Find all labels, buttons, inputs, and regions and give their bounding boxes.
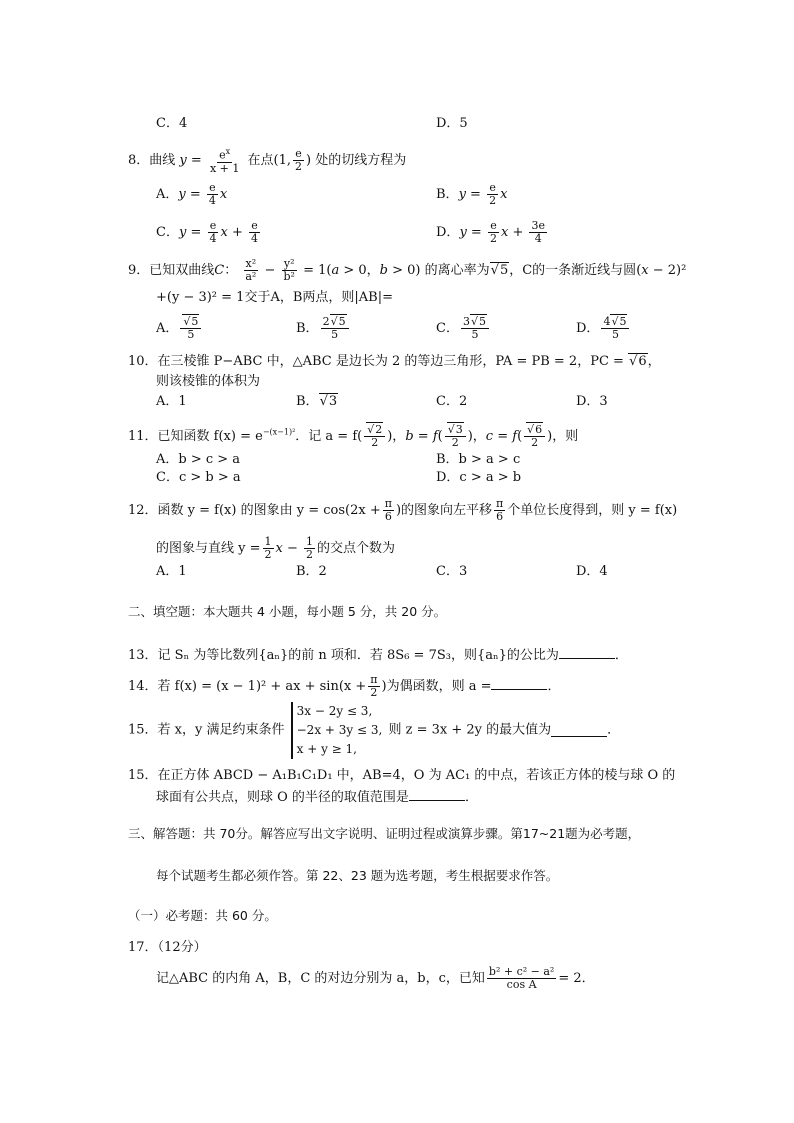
q10-line1: 10．在三棱锥 P−ABC 中，△ABC 是边长为 2 的等边三角形，PA = PB = 2，PC = √ 6， [128,354,661,370]
q10-option-a: A．1 [156,394,187,409]
q9-stem: 9．已知双曲线C： $\frac{\text{x²}}{\text{a²}}$ − $\frac{\text{y²}}{\text{b²}}$ = 1(a > 0，b > 0) 的离心率为√ 5，C的一条渐近线与圆(x − 2)² [128,258,686,283]
q8-option-a: A．y = $\frac{e}{4}$ x [156,181,228,207]
q10-line2: 则该棱锥的体积为 [156,374,261,389]
q9-option-a: A． √ $\frac{5}{5}$ [156,316,203,341]
q13-answer-blank[interactable] [559,646,615,659]
q8-stem: 8．曲线 y = $\frac{e^x}{x + 1}$ 在点(1, $\frac{e}{2}$ ) 处的切线方程为 [128,146,407,175]
part-1-heading: （一）必考题：共 60 分。 [128,908,277,923]
q8-stem-b: 在点 [247,152,274,168]
q13: 13．记 Sₙ 为等比数列{aₙ}的前 n 项和．若 8S₆ = 7S₃，则{aₙ}的公比为 ． [128,648,628,663]
q12-option-b: B．2 [296,564,327,579]
q8-option-c: C．y = $\frac{e}{4}$ x + $\frac{e}{4}$ [156,219,258,245]
q9-line2: +(y − 3)² = 1交于A，B两点，则|AB|= [156,290,393,305]
q17-stem: 记△ABC 的内角 A，B，C 的对边分别为 a，b，c，已知 $\frac{\text{b² + c² − a²}}{\text{cos A}}$ = 2． [156,965,595,991]
q11-exponent: −(x−1)² [262,427,296,437]
q12-line1: 12．函数 y = f(x) 的图象由 y = cos(2x + $\frac{\pi}{6}$ )的图象向左平移 $\frac{\pi}{6}$ 个单位长度得到，则 y = f(x) [128,497,678,523]
q12-option-a: A．1 [156,564,187,579]
q15a: 15．若 x，y 满足约束条件 3x − 2y ≤ 3, −2x + 3y ≤ 3, x + y ≥ 1, 则 z = 3x + 2y 的最大值为 ． [128,702,620,759]
q15b-answer-blank[interactable] [409,788,465,801]
q14: 14．若 f(x) = (x − 1)² + ax + sin(x + $\frac{\pi}{2}$ )为偶函数，则 a = ． [128,673,561,699]
q9-option-d: D． $\frac{4√ 5}{5}$ [576,316,631,341]
section-3-heading: 三、解答题：共 70分。解答应写出文字说明、证明过程或演算步骤。第17~21题为必考题， [128,826,641,841]
q7-option-d: D．5 [436,116,468,131]
q9-option-c: C． $\frac{3√ 5}{5}$ [436,316,491,341]
q10-option-d: D．3 [576,394,608,409]
q15a-answer-blank[interactable] [551,724,607,737]
q9-stem-a: 9．已知双曲线 [128,263,215,278]
q7-option-c: C．4 [156,116,188,131]
q9-stem-c: ，C的一条渐近线与圆 [509,263,637,278]
q10-option-c: C．2 [436,394,468,409]
q11-option-c: C．c > b > a [156,470,241,485]
q11-option-d: D．c > a > b [436,470,522,485]
q8-func-frac: $\frac{e^x}{x + 1}$ [209,147,240,175]
q8-stem-c: 处的切线方程为 [315,152,407,168]
q14-answer-blank[interactable] [491,677,547,690]
q15b-line1: 15．在正方体 ABCD − A₁B₁C₁D₁ 中，AB=4，O 为 AC₁ 的中点，若该正方体的棱与球 O 的 [128,768,676,783]
q9-stem-b: 的离心率为 [424,263,490,278]
q17-head: 17．（12分） [128,940,207,955]
q8-stem-a: 8．曲线 [128,152,176,168]
section-3-line2: 每个试题考生都必须作答。第 22、23 题为选考题，考生根据要求作答。 [156,868,559,883]
q8-option-b: B．y = $\frac{e}{2}$ x [436,181,508,207]
q8-option-d: D．y = $\frac{e}{2}$ x + $\frac{3e}{4}$ [436,219,545,245]
q9-option-b: B． $\frac{2√ 5}{5}$ [296,316,351,341]
q12-line2: 的图象与直线 y = $\frac{1}{2}$ x − $\frac{1}{2}$ 的交点个数为 [156,535,396,561]
q12-option-c: C．3 [436,564,468,579]
q12-option-d: D．4 [576,564,608,579]
section-2-heading: 二、填空题：本大题共 4 小题，每小题 5 分，共 20 分。 [128,604,447,619]
q15b-line2: 球面有公共点，则球 O 的半径的取值范围是 ． [156,790,478,805]
q11-option-b: B．b > a > c [436,452,521,467]
q11-option-a: A．b > c > a [156,452,241,467]
q15a-constraints: 3x − 2y ≤ 3, −2x + 3y ≤ 3, x + y ≥ 1, [291,702,383,759]
q11-stem: 11．已知函数 $f(x) = e^{-(x-1)^2}$．记 a = f( √ $\frac{2}{2}$ )，b = f( √ $\frac{3}{2}$ )，c = f( √ $\frac{6}{2}$ )，则 [128,424,578,449]
q10-option-b: B．√ 3 [296,394,338,410]
